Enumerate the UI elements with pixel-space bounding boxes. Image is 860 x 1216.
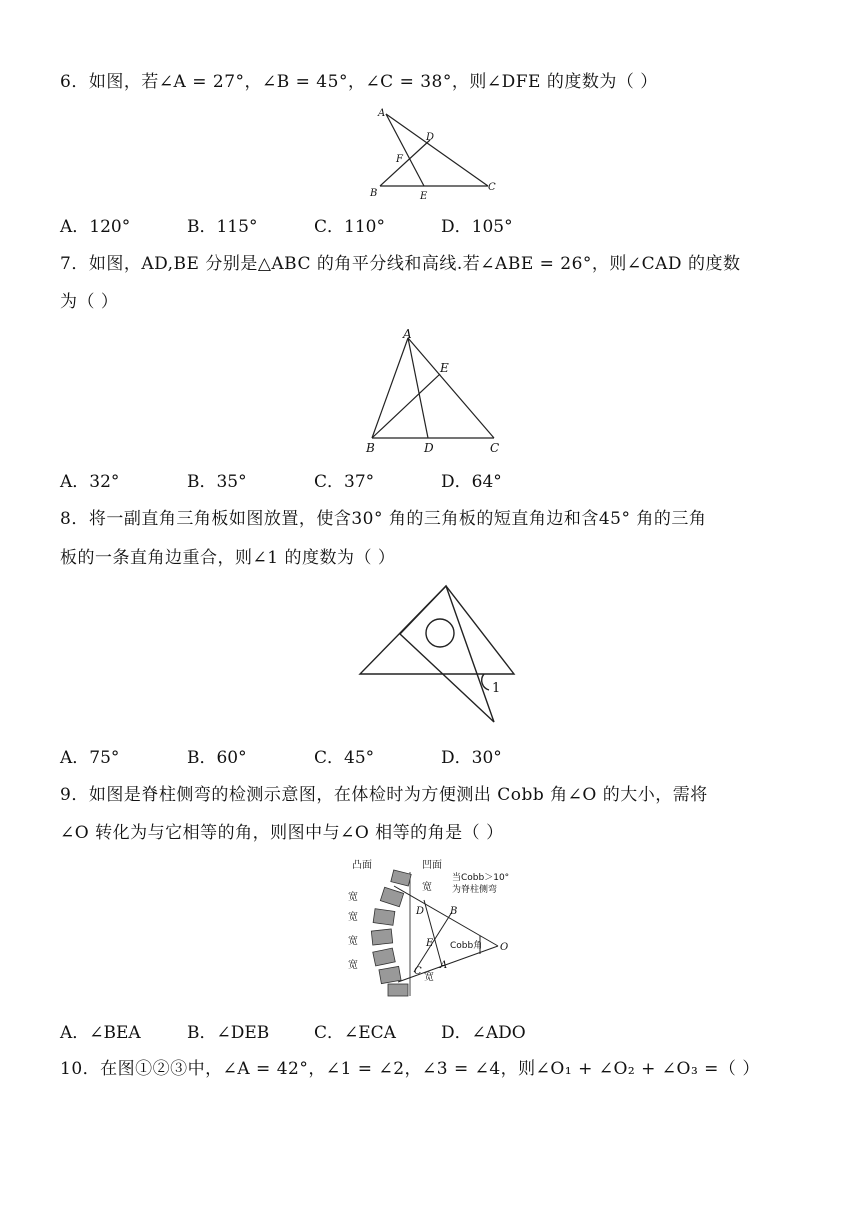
q7-choice-a[interactable]: A．32° <box>60 472 120 492</box>
q9-wide-label-3: 宽 <box>348 936 358 947</box>
q8-choice-c[interactable]: C．45° <box>314 748 375 768</box>
q9-wide-label-4: 宽 <box>348 960 358 971</box>
q9-label-b: B <box>450 906 458 917</box>
q9-stem-line2: ∠O 转化为与它相等的角，则图中与∠O 相等的角是（ ） <box>60 823 504 843</box>
q9-wide-label-5: 宽 <box>422 882 432 893</box>
q9-wide-label-2: 宽 <box>348 912 358 923</box>
q6-label-e: E <box>420 191 428 202</box>
q6-label-a: A <box>378 108 386 119</box>
q9-label-e: E <box>426 938 434 949</box>
q8-stem-line2: 板的一条直角边重合，则∠1 的度数为（ ） <box>60 548 396 568</box>
q7-choice-c[interactable]: C．37° <box>314 472 375 492</box>
q6-seg-bd <box>380 140 430 186</box>
q7-label-e: E <box>440 361 449 375</box>
q6-label-b: B <box>370 188 378 199</box>
q6-label-d: D <box>426 132 435 143</box>
q9-label-o: O <box>500 942 509 953</box>
q7-label-d: D <box>424 441 434 455</box>
q9-label-concave: 凹面 <box>422 860 442 871</box>
q9-choice-b[interactable]: B．∠DEB <box>187 1023 270 1043</box>
q6-side-ac <box>386 114 488 186</box>
q9-label-d: D <box>416 906 425 917</box>
q9-choice-d[interactable]: D．∠ADO <box>441 1023 526 1043</box>
q7-label-a: A <box>403 328 412 341</box>
q8-stem-line1: 8．将一副直角三角板如图放置，使含30° 角的三角板的短直角边和含45° 角的三角 <box>60 509 707 529</box>
q9-vertebrae <box>371 870 411 996</box>
q6-label-c: C <box>488 182 496 193</box>
q8-triangle-30 <box>400 586 494 722</box>
q9-wide-label-6: 宽 <box>424 972 434 983</box>
q10-stem: 10．在图①②③中，∠A = 42°，∠1 = ∠2，∠3 = ∠4，则∠O₁ + ∠O₂ + ∠O₃ =（ ） <box>60 1059 760 1079</box>
q6-choice-d[interactable]: D．105° <box>441 217 513 237</box>
q9-stem-line1: 9．如图是脊柱侧弯的检测示意图，在体检时为方便测出 Cobb 角∠O 的大小，需将 <box>60 785 708 805</box>
q9-choice-c[interactable]: C．∠ECA <box>314 1023 396 1043</box>
q7-choice-d[interactable]: D．64° <box>441 472 502 492</box>
q6-stem: 6．如图，若∠A = 27°，∠B = 45°，∠C = 38°，则∠DFE 的度数为（ ） <box>60 72 658 92</box>
q8-label-1: 1 <box>492 681 501 696</box>
q9-note-1: 当Cobb＞10° <box>452 873 510 883</box>
q9-choice-a[interactable]: A．∠BEA <box>60 1023 141 1043</box>
q6-label-f: F <box>396 154 403 165</box>
q9-figure <box>338 856 516 1006</box>
q9-label-cobb: Cobb角 <box>450 941 483 951</box>
q6-choice-c[interactable]: C．110° <box>314 217 385 237</box>
q8-triangle-45 <box>360 586 514 674</box>
q9-note-2: 为脊柱侧弯 <box>452 885 498 895</box>
q8-choice-a[interactable]: A．75° <box>60 748 120 768</box>
q8-circle-hole <box>426 619 454 647</box>
q9-label-convex: 凸面 <box>352 860 372 871</box>
q6-choice-a[interactable]: A．120° <box>60 217 131 237</box>
q7-stem-line2: 为（ ） <box>60 292 119 312</box>
q7-figure <box>362 328 510 458</box>
q8-choice-d[interactable]: D．30° <box>441 748 502 768</box>
q9-label-c: C <box>414 966 422 977</box>
q6-choice-b[interactable]: B．115° <box>187 217 258 237</box>
q9-label-a: A <box>440 960 448 971</box>
q7-stem-line1: 7．如图，AD,BE 分别是△ABC 的角平分线和高线.若∠ABE = 26°，则∠CAD 的度数 <box>60 254 741 274</box>
q7-label-b: B <box>366 441 375 455</box>
q7-label-c: C <box>490 441 500 455</box>
q7-choice-b[interactable]: B．35° <box>187 472 247 492</box>
q8-choice-b[interactable]: B．60° <box>187 748 247 768</box>
q8-figure <box>356 582 520 728</box>
q6-figure <box>368 104 508 204</box>
q9-wide-label-1: 宽 <box>348 892 358 903</box>
